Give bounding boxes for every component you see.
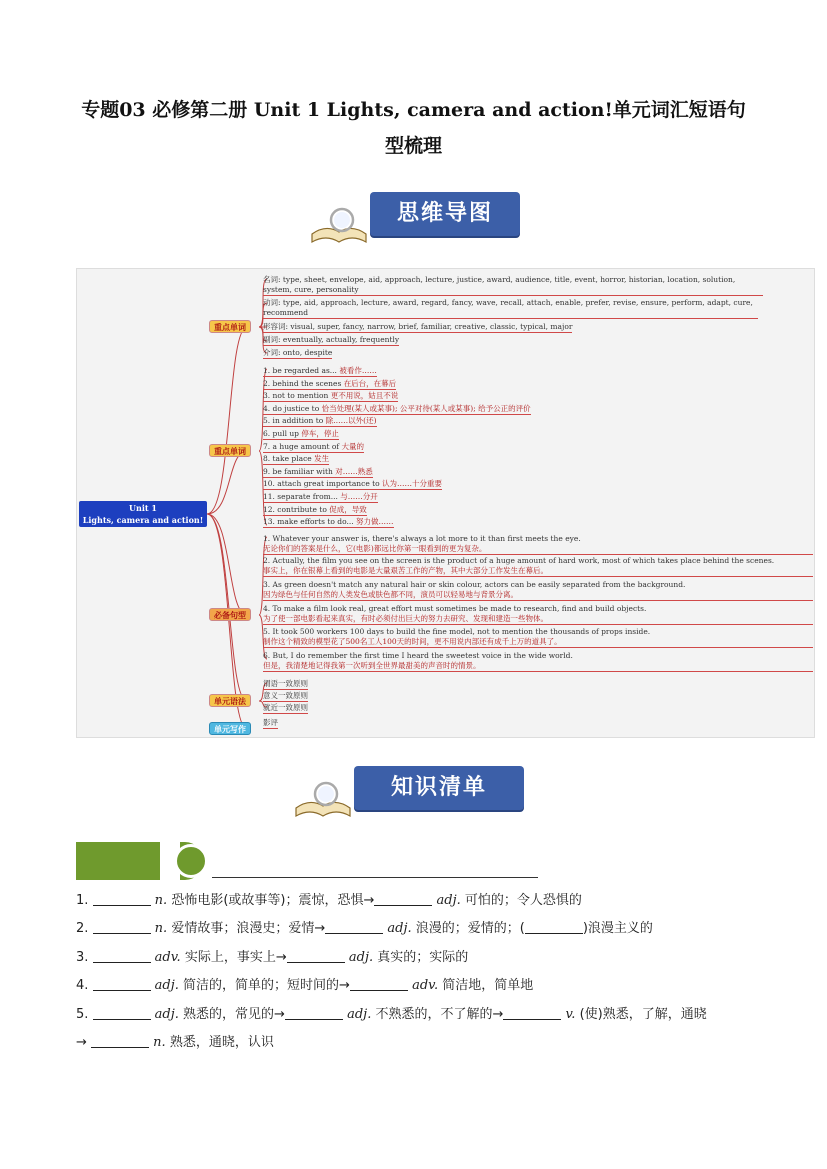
vocab-nouns: 名词: type, sheet, envelope, aid, approach, lecture, justice, award, audience, title, event, horror, historian, location, solution, system, cure, personality	[263, 275, 763, 296]
section-underline	[212, 877, 538, 878]
phrase-item	[263, 416, 377, 427]
sentence-item	[263, 651, 813, 672]
title-line-2: 型梳理	[384, 135, 442, 157]
phrase-en: 4. do justice to	[263, 403, 322, 413]
phrase-en: 12. contribute to	[263, 504, 330, 514]
phrase-item	[263, 391, 398, 402]
grammar-item: 意义一致原则	[263, 691, 308, 700]
answer-blank[interactable]	[93, 920, 151, 934]
phrase-item	[263, 442, 364, 453]
phrase-en: 2. behind the scenes	[263, 378, 344, 388]
phrase-zh: 停车，停止	[301, 429, 339, 438]
root-line-1: Unit 1	[129, 503, 157, 513]
answer-blank[interactable]	[325, 920, 383, 934]
part-of-speech: adj.	[383, 921, 416, 936]
part-of-speech: n.	[150, 921, 172, 936]
part-of-speech: adj.	[150, 1007, 184, 1022]
phrase-item	[263, 429, 339, 440]
phrase-en: 13. make efforts to do...	[263, 517, 357, 527]
grammar-item: 谓语一致原则	[263, 679, 308, 688]
page-title	[60, 92, 767, 164]
phrase-zh: 除……以外(还)	[325, 416, 377, 426]
answer-blank[interactable]	[374, 892, 432, 906]
part-of-speech: n.	[149, 1035, 170, 1050]
sentence-zh: 事实上，你在银幕上看到的电影是大量艰苦工作的产物，其中大部分工作发生在幕后。	[263, 566, 548, 575]
phrase-en: 5. in addition to	[263, 416, 326, 426]
answer-blank[interactable]	[503, 1006, 561, 1020]
sentence-item	[263, 627, 813, 648]
sentence-item	[263, 604, 813, 625]
phrase-item	[263, 454, 329, 465]
sentence-zh: 因为绿色与任何自然的人类发色或肤色都不同，演员可以轻易地与背景分离。	[263, 590, 518, 599]
vocab-adverbs: 副词: eventually, actually, frequently	[263, 335, 400, 344]
branch-sentence-patterns: 必备句型	[209, 608, 251, 621]
answer-blank[interactable]	[525, 920, 583, 934]
answer-blank[interactable]	[93, 1006, 151, 1020]
phrase-zh: 更不用说，姑且不说	[330, 391, 399, 401]
mindmap-banner-label: 思维导图	[370, 192, 520, 236]
sentence-zh: 无论你们的答案是什么，它(电影)都远比你第一眼看到的更为复杂。	[263, 544, 487, 553]
sentence-item	[263, 580, 813, 601]
phrase-item	[263, 404, 531, 415]
question-text: 简洁的，简单的；短时间的→	[183, 978, 350, 993]
part-of-speech: adj.	[150, 978, 184, 993]
question-row	[76, 949, 776, 967]
section-bar-circle	[174, 844, 208, 878]
vocab-adjectives: 形容词: visual, super, fancy, narrow, brief, familiar, creative, classic, typical, major	[263, 322, 573, 331]
phrase-zh: 被看作……	[339, 366, 377, 375]
sentence-item	[263, 556, 813, 577]
phrase-zh: 发生	[314, 454, 330, 464]
answer-blank[interactable]	[91, 1034, 149, 1048]
answer-blank[interactable]	[350, 977, 408, 991]
mind-map	[76, 268, 815, 738]
phrase-en: 8. take place	[263, 454, 315, 464]
question-number: →	[76, 1035, 92, 1050]
mind-map-root	[79, 501, 207, 527]
phrase-item	[263, 517, 394, 528]
phrase-zh: 对……熟悉	[335, 466, 373, 476]
part-of-speech: adv.	[407, 978, 443, 993]
section-header-bar	[76, 842, 204, 880]
vocab-verbs: 动词: type, aid, approach, lecture, award, regard, fancy, wave, recall, attach, enable, prefer, revise, ensure, perform, adapt, cure, recommend	[263, 298, 758, 319]
checklist-banner-label: 知识清单	[354, 766, 524, 810]
sentence-en: 2. Actually, the film you see on the screen is the product of a huge amount of hard work, most of which takes place behind the scenes.	[263, 556, 775, 565]
question-number: 3.	[76, 950, 93, 965]
phrase-zh: 努力做……	[356, 517, 394, 527]
sentence-zh: 制作这个精致的模型花了500名工人100天的时间，更不用说内部还有成千上万的道具了。	[263, 637, 562, 646]
answer-blank[interactable]	[93, 892, 151, 906]
sentence-en: 4. To make a film look real, great effort must sometimes be made to research, find and build objects.	[263, 604, 647, 613]
sentence-zh: 但是，我清楚地记得我第一次听到全世界最甜美的声音时的情景。	[263, 661, 481, 670]
phrase-item	[263, 467, 373, 478]
root-line-2: Lights, camera and action!	[82, 515, 204, 525]
branch-writing: 单元写作	[209, 722, 251, 735]
question-text: 浪漫的；爱情的；(	[415, 921, 525, 936]
branch-grammar: 单元语法	[209, 694, 251, 707]
question-row	[76, 1034, 776, 1052]
sentence-zh: 为了使一部电影看起来真实，有时必须付出巨大的努力去研究、发现和建造一些物体。	[263, 614, 548, 623]
question-number: 2.	[76, 921, 93, 936]
question-text: 实际上，事实上→	[184, 950, 287, 965]
open-book-icon	[308, 206, 370, 246]
question-number: 1.	[76, 893, 93, 908]
part-of-speech: adv.	[150, 950, 185, 965]
grammar-item: 就近一致原则	[263, 703, 308, 712]
question-text: )浪漫主义的	[582, 921, 653, 936]
part-of-speech: adj.	[342, 1007, 376, 1022]
phrase-zh: 认为……十分重要	[382, 479, 443, 489]
part-of-speech: v.	[561, 1007, 580, 1022]
question-text: 不熟悉的，不了解的→	[375, 1007, 504, 1022]
question-text: 可怕的；令人恐惧的	[464, 893, 582, 908]
vocab-prepositions: 介词: onto, despite	[263, 348, 333, 357]
question-number: 5.	[76, 1007, 93, 1022]
branch-key-words: 重点单词	[209, 320, 251, 333]
sentence-en: 5. It took 500 workers 100 days to build the fine model, not to mention the thousands of props inside.	[263, 627, 651, 636]
phrase-item	[263, 505, 367, 516]
phrase-item	[263, 492, 378, 503]
phrase-zh: 大量的	[341, 441, 365, 451]
answer-blank[interactable]	[93, 977, 151, 991]
answer-blank[interactable]	[287, 949, 345, 963]
question-text: 爱情故事；浪漫史；爱情→	[171, 921, 326, 936]
question-text: 熟悉，通晓，认识	[169, 1035, 274, 1050]
part-of-speech: adj.	[432, 893, 465, 908]
phrase-item	[263, 479, 442, 490]
question-row	[76, 977, 776, 995]
phrase-en: 3. not to mention	[263, 391, 331, 401]
question-text: 真实的；实际的	[377, 950, 469, 965]
part-of-speech: n.	[150, 893, 172, 908]
phrase-en: 1. be regarded as...	[263, 366, 340, 375]
phrase-en: 11. separate from...	[263, 492, 341, 501]
question-row	[76, 920, 776, 938]
phrase-en: 10. attach great importance to	[263, 479, 383, 489]
sentence-en: 1. Whatever your answer is, there's always a lot more to it than first meets the eye.	[263, 534, 581, 543]
mindmap-banner	[308, 192, 568, 246]
phrase-en: 9. be familiar with	[263, 466, 336, 476]
phrase-zh: 恰当处理(某人或某事); 公平对待(某人或某事); 给予公正的评价	[321, 403, 531, 413]
title-line-1: 专题03 必修第二册 Unit 1 Lights, camera and action!单元词汇短语句	[81, 99, 746, 121]
question-row	[76, 1006, 776, 1024]
part-of-speech: adj.	[344, 950, 378, 965]
writing-item: 影评	[263, 718, 278, 727]
sentence-en: 6. But, I do remember the first time I heard the sweetest voice in the wide world.	[263, 651, 573, 660]
phrase-en: 7. a huge amount of	[263, 441, 342, 451]
open-book-icon	[292, 780, 354, 820]
phrase-en: 6. pull up	[263, 429, 302, 438]
phrase-zh: 与……分开	[340, 492, 378, 501]
question-text: 恐怖电影(或故事等)；震惊，恐惧→	[171, 893, 375, 908]
sentence-item	[263, 534, 813, 555]
phrase-item	[263, 366, 377, 377]
checklist-banner	[292, 766, 552, 820]
answer-blank[interactable]	[285, 1006, 343, 1020]
question-row	[76, 892, 776, 910]
branch-key-phrases: 重点单词	[209, 444, 251, 457]
question-text: 简洁地，简单地	[442, 978, 534, 993]
question-text: 熟悉的，常见的→	[183, 1007, 285, 1022]
answer-blank[interactable]	[93, 949, 151, 963]
question-text: (使)熟悉，了解，通晓	[579, 1007, 707, 1022]
phrase-zh: 促成，导致	[329, 504, 367, 514]
phrase-zh: 在后台，在幕后	[343, 378, 397, 388]
phrase-item	[263, 379, 396, 390]
sentence-en: 3. As green doesn't match any natural hair or skin colour, actors can be easily separated from the background.	[263, 580, 686, 589]
question-number: 4.	[76, 978, 93, 993]
